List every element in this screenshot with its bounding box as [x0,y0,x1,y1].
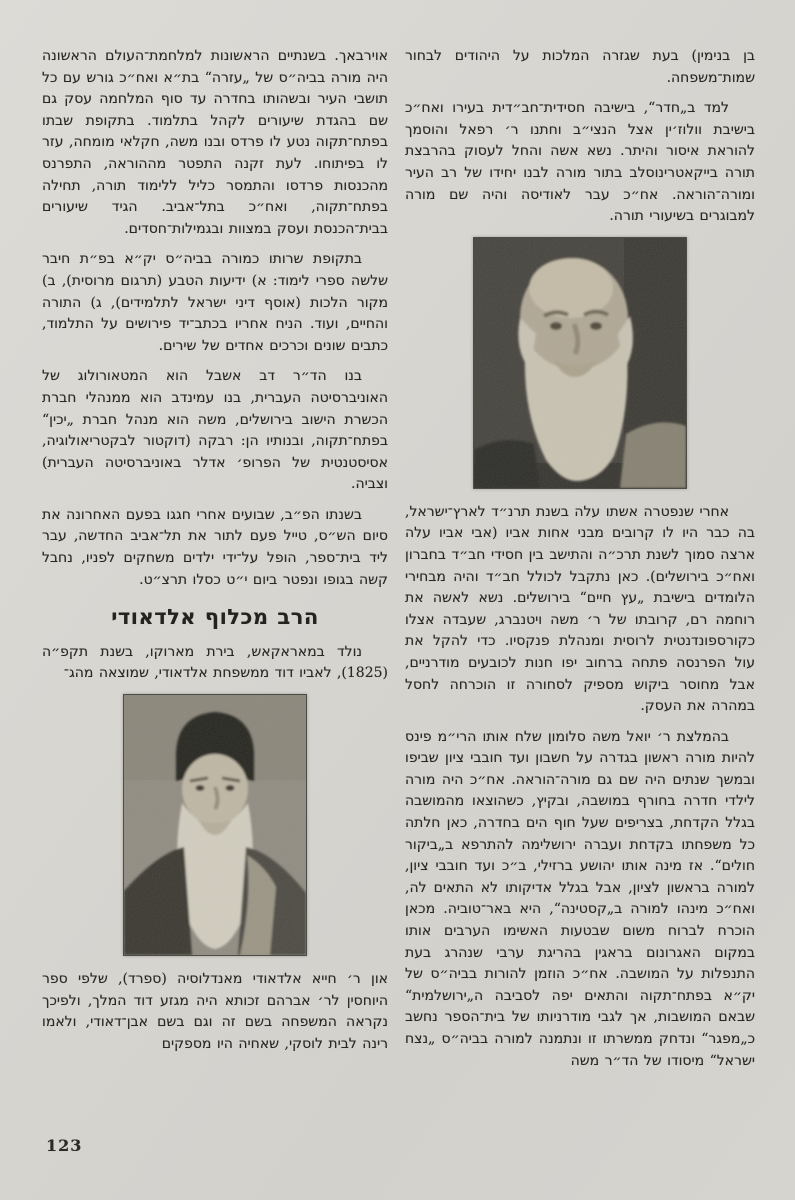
portrait-photo-elderly-bearded-man [473,237,687,489]
paragraph-bio-intro: נולד במאראקאש, בירת מארוקו, בשנת תקפ״ה (1825), לאביו דוד ממשפחת אלדאודי, שמוצאה מהג־ [42,643,388,682]
paragraph-bio-continuation: און ר׳ חייא אלדאודי מאנדלוסיה (ספרד), שלפי ספר היוחסין לר׳ אברהם זכותא היה מגזע דוד המלך, ולפיכך נקראה המשפחה בשם זה וגם בשם אבן־דאודי, ולאמו רינה לבית לוסקי, שאחיה היו מספקים [42,971,388,1052]
portrait-illustration [124,695,306,955]
page-number: 123 [46,1136,83,1155]
right-column [405,46,755,1081]
left-column [42,46,388,1081]
paragraph: בתקופת שרותו כמורה בביה״ס יק״א בפ״ת חיבר שלשה ספרי לימוד: א) ידיעות הטבע (תרגום מרוסית), ב) מקור הלכות (אוסף דיני ישראל לתלמידים), ג) התורה והחיים, ועוד. הניח אחריו בכתב־יד פירושים על התלמוד, כתבים שונים וכרכים אחדים של שירים. [42,251,388,354]
paragraph: אחרי שנפטרה אשתו עלה בשנת תרנ״ד לארץ־ישראל, בה כבר היו לו קרובים מבני אחות אביו (אבי אביו עלה ארצה סמוך לשנת תרכ״ה והתישב בין חסידי חב״ד בחברון ואח״כ בירושלים). כאן נתקבל לכולל חב״ד והיה מבחירי הלומדים בישיבת „עץ חיים“ בירושלים. נשא לאשה את רוחמה רם, קרובתו של ר׳ משה ויטנברג, שעבדה אצלו כקורספונדנטית לרוסית ומנהלת פנקסיו. כדי להקל את עול הפרנסה פתחה ברחוב יפו חנות לכובעים מודרניים, אבל מחוסר ביקוש מספיק לסחורה זו הוכרחה לחסל במהרה את העסק. [405,503,755,715]
portrait-photo-rabbi-makhlouf-eldaudi [123,694,307,956]
paragraph-continuation: בן בנימין) בעת שגזרה המלכות על היהודים לבחור שמות־משפחה. [405,48,755,86]
paragraph: בנו הד״ר דב אשבל הוא המטאורולוג של האוניברסיטה העברית, בנו עמינדב הוא ממנהלי חברת הכשרת הישוב בירושלים, משה הוא מנהל חברת „יכין“ בפתח־תקוה, ובנותיו הן: רבקה (דוקטור לבקטריאולוגיה, אסיסטנטית של הפרופ׳ אדלר באוניברסיטה העברית) וצביה. [42,368,388,493]
paragraph: בשנתו הפ״ב, שבועים אחרי חגגו בפעם האחרונה את סיום הש״ס, טייל פעם לתור את תל־אביב החדשה, עבר ליד בית־ספר, הופל על־ידי ילדים משחקים לפניו, נחבל קשה בגופו ונפטר ביום י״ט כסלו תרצ״ט. [42,506,388,588]
portrait-illustration [474,238,686,488]
paragraph-continuation: אוירבאך. בשנתיים הראשונות למלחמת־העולם הראשונה היה מורה בביה״ס של „עזרה“ בת״א ואח״כ גורש עם כל תושבי העיר ובשהותו בחדרה עד סוף המלחמה עסק גם שם בהגדת שיעורים לקהל בתלמוד. בתקופת שבתו בפתח־תקוה נטע לו פרדס ובנו משה, חקלאי מומחה, עזר לו בפיתוחו. לעת זקנה התפטר מההוראה, התפרנס מהכנסות פרדסו והתמסר כליל ללימוד תורה, תחילה בפתח־תקוה, ואח״כ בתל־אביב. הגיד שיעורים בבית־הכנסת ועסק במצוות ובגמילות־חסדים. [42,48,388,237]
paragraph: למד ב„חדר“, בישיבה חסידית־חב״דית בעירו ואח״כ בישיבת וולוז׳ין אצל הנצי״ב וחתנו ר׳ רפאל והוסמך להוראת איסור והיתר. נשא אשה והחל לעסוק בהרבצת תורה בייקאטרינוסלב בתור מורה לבנו יחידו של רב העיר ומורה־הוראה. אח״כ עבר לאודיסה והיה שם מורה למבוגרים בשיעורי תורה. [405,100,755,225]
paragraph: בהמלצת ר׳ יואל משה סלומון שלח אותו הרי״מ פינס להיות מורה ראשון בגדרה על חשבון ועד חובבי ציון שביפו ובמשך שנתים היה שם גם מורה־הוראה. אח״כ היה מורה לילדי חדרה בחורף במושבה, ובקיץ, כשהוצאו מהמושבה בגלל הקדחת, בצריפים שעל חוף הים בחדרה, כאן חלתה כל משפחתו בקדחת ועברה ירושלימה להתרפא ב„ביקור חולים“. אז מינה אותו יהושע ברזילי, ב״כ ועד חובבי ציון, למורה בראשון לציון, אבל בגלל אדיקותו לא התאים לה, ואח״כ מינהו למורה ב„קסטינה“, היא באר־טוביה. מכאן הוכרח לברוח משום שבטעות האשימו הערבים אותו במקום האגרונום בראגין בהריגת ערבי שנהרג בעת התנפלות על המושבה. אח״כ הוזמן להורות בביה״ס של יק״א בפתח־תקוה והתאים יפה לסביבה ה„ירושלמית“ שבאם המושבות, אך לגבי מודרניותו של בית־הספר נחשב כ„מפגר“ ונדחק ממשרתו זו ונתמנה למורה בביה״ס „נצח ישראל“ מיסודו של הד״ר משה [405,728,755,1069]
section-heading-rabbi-makhlouf-eldaudi: הרב מכלוף אלדאודי [111,605,319,630]
